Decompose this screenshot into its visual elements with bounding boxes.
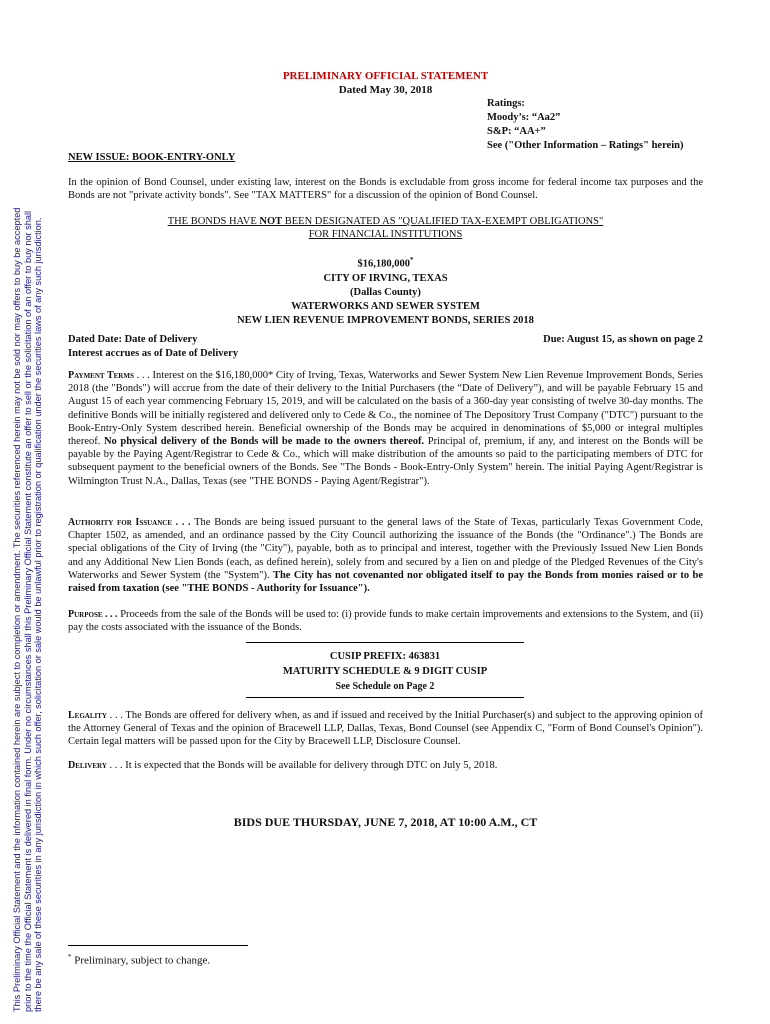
footnote-mark: * — [410, 256, 414, 264]
payment-terms-paragraph — [68, 369, 703, 488]
footnote-text: Preliminary, subject to change. — [71, 954, 211, 967]
maturity-schedule-heading: MATURITY SCHEDULE & 9 DIGIT CUSIP — [282, 666, 488, 677]
section-label: Authority for Issuance . . . — [68, 517, 191, 528]
issuer-name: CITY OF IRVING, TEXAS — [323, 272, 448, 284]
schedule-reference: See Schedule on Page 2 — [335, 681, 435, 692]
bids-due-notice: BIDS DUE THURSDAY, JUNE 7, 2018, AT 10:00 A.M., CT — [233, 815, 538, 829]
cusip-box — [246, 642, 524, 698]
document-header — [68, 69, 703, 97]
ratings-block — [487, 97, 683, 153]
dated-date-block — [68, 333, 238, 361]
bond-amount-value: $16,180,000 — [357, 258, 410, 270]
paragraph-text: The Bonds are being issued pursuant to the general laws of the State of Texas, particularly Texas Government Code, Chapter 1502, as amended, and an ordinance passed by the City Council authorizing the issuance of the Bonds (the "Ordinance".) The Bonds are special obligations of the City of Irving (the "City"), payable, both as to principal and interest, together with the Previously Issued New Lien Bonds and any Additional New Lien Bonds (each, as defined herein), solely from and secured by a lien on and pledge of the Pledged Revenues of the City's Waterworks and Sewer System (the "System"). — [68, 517, 703, 581]
disclaimer-line: prior to the time the Official Statement is delivered in final form. Under no circumstances shall this Preliminary Official Statement constitute an offer to sell or the solicitation of an offer to buy nor shall — [22, 210, 33, 1012]
bond-series: NEW LIEN REVENUE IMPROVEMENT BONDS, SERIES 2018 — [237, 314, 534, 326]
paragraph-emphasis: The City has not covenanted nor obligated itself to pay the Bonds from monies raised or to be raised from taxation (see "THE BONDS - Authority for Issuance"). — [68, 569, 703, 595]
paragraph-text: . . . The Bonds are offered for delivery when, as and if issued and received by the Initial Purchaser(s) and subject to the approving opinion of the Attorney General of Texas and the opinion of Bracewell LLP, Dallas, Texas, Bond Counsel (see Appendix C, "Form of Bond Counsel's Opinion"). Certain legal matters will be passed upon for the City by Bracewell LLP, Disclosure Counsel. — [68, 710, 703, 748]
legality-paragraph — [68, 709, 703, 749]
designation-notice — [68, 215, 703, 241]
authority-paragraph — [68, 516, 703, 595]
footnote-mark: * — [68, 953, 72, 961]
issuer-county: (Dallas County) — [350, 286, 421, 298]
disclaimer-text — [12, 2, 44, 1012]
designation-line-1 — [68, 215, 703, 228]
purpose-paragraph — [68, 608, 703, 634]
designation-emphasis: NOT — [259, 216, 283, 227]
paragraph-text: . . . It is expected that the Bonds will be available for delivery through DTC on July 5, 2018. — [106, 760, 498, 771]
system-name: WATERWORKS AND SEWER SYSTEM — [291, 300, 480, 312]
designation-text: BEEN DESIGNATED AS "QUALIFIED TAX-EXEMPT OBLIGATIONS" — [282, 216, 604, 227]
paragraph-text: Proceeds from the sale of the Bonds will be used to: (i) provide funds to make certain improvements and extensions to the System, and (ii) pay the costs associated with the issuance of the Bonds. — [68, 609, 703, 634]
designation-line-2: FOR FINANCIAL INSTITUTIONS — [308, 229, 463, 241]
ratings-note: See ("Other Information – Ratings" herein) — [487, 140, 684, 151]
bond-title-block — [68, 253, 703, 328]
disclaimer-margin — [0, 0, 60, 1024]
section-label: Delivery — [68, 760, 107, 771]
paragraph-text: . . . Interest on the $16,180,000* City of Irving, Texas, Waterworks and Sewer System New Lien Revenue Improvement Bonds, Series 2018 (the "Bonds") will accrue from the date of their delivery to the Initial Purchasers (the “Date of Delivery”), and will be payable February 15 and August 15 of each year commencing February 15, 2019, and will be calculated on the basis of a 360-day year consisting of twelve 30-day months. The definitive Bonds will be initially registered and delivered only to Cede & Co., the nominee of The Depository Trust Company ("DTC") pursuant to the Book-Entry-Only System described herein. Beneficial ownership of the Bonds may be acquired in denominations of $5,000 or integral multiples thereof. — [68, 370, 703, 448]
delivery-paragraph — [68, 759, 703, 772]
document-date: Dated May 30, 2018 — [338, 84, 433, 96]
section-label: Legality — [68, 710, 107, 721]
paragraph-emphasis: No physical delivery of the Bonds will be made to the owners thereof. — [103, 436, 425, 448]
disclaimer-line: This Preliminary Official Statement and the information contained herein are subject to completion or amendment. The securities referenced herein may not be sold nor may offers to buy be accepted — [12, 207, 22, 1012]
footnote-divider — [68, 945, 248, 946]
due-date: Due: August 15, as shown on page 2 — [543, 334, 703, 345]
disclaimer-line: there be any sale of these securities in any jurisdiction in which such offer, solicitation or sale would be unlawful prior to registration or qualification under the securities laws of any such jurisdiction. — [33, 217, 44, 1012]
footnote — [68, 953, 210, 967]
designation-text: THE BONDS HAVE — [167, 216, 260, 227]
interest-accrual: Interest accrues as of Date of Delivery — [68, 348, 239, 359]
ratings-heading: Ratings: — [487, 98, 525, 109]
cusip-prefix: CUSIP PREFIX: 463831 — [329, 651, 441, 662]
section-label: Purpose . . . — [68, 609, 118, 620]
bond-amount — [68, 253, 703, 272]
new-issue-heading: NEW ISSUE: BOOK-ENTRY-ONLY — [68, 152, 236, 163]
document-title: PRELIMINARY OFFICIAL STATEMENT — [282, 70, 489, 82]
paragraph-text: Principal of, premium, if any, and interest on the Bonds will be payable by the Paying Agent/Registrar to Cede & Co., which will make distribution of the amounts so paid to the participating members of DTC for subsequent payment to the beneficial owners of the Bonds. See "The Bonds - Book-Entry-Only System" herein. The initial Paying Agent/Registrar is Wilmington Trust N.A., Dallas, Texas (see "THE BONDS - Paying Agent/Registrar"). — [68, 436, 704, 487]
dated-date: Dated Date: Date of Delivery — [68, 334, 198, 345]
rating-moodys: Moody’s: “Aa2” — [487, 112, 561, 123]
tax-opinion-paragraph: In the opinion of Bond Counsel, under existing law, interest on the Bonds is excludable from gross income for federal income tax purposes and the Bonds are not "private activity bonds". See "TAX MATTERS" for a discussion of the opinion of Bond Counsel. — [68, 177, 703, 202]
section-label: Payment Terms — [68, 370, 134, 381]
rating-sp: S&P: “AA+” — [487, 126, 546, 137]
